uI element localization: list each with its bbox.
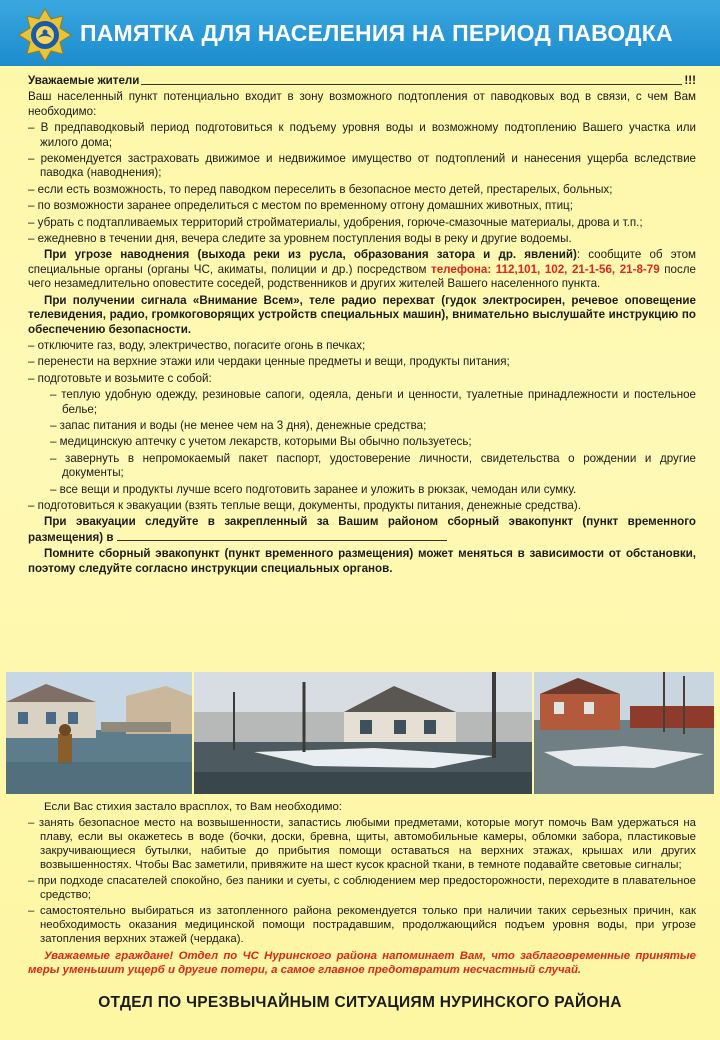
sub-list-item: – завернуть в непромокаемый пакет паспорт, удостоверение личности, свидетельства о рождении и другие документы; xyxy=(50,451,696,480)
footer-department: ОТДЕЛ ПО ЧРЕЗВЫЧАЙНЫМ СИТУАЦИЯМ НУРИНСКОГО РАЙОНА xyxy=(98,994,622,1011)
remember-paragraph: Помните сборный эвакопункт (пункт временного размещения) может меняться в зависимости от обстановки, поэтому следуйте согласно инструкции специальных органов. xyxy=(28,547,696,575)
list-item: – убрать с подтапливаемых территорий стройматериалы, удобрения, горюче-смазочные материалы, дрова и т.п.; xyxy=(28,215,643,229)
list-item: – отключите газ, воду, электричество, погасите огонь в печках; xyxy=(28,338,366,352)
evacuation-paragraph xyxy=(28,515,696,545)
signal-heading: При получении сигнала «Внимание Всем», теле радио перехват (гудок электросирен, речевое оповещение телевидения, радио, громкоговорящих устройств специальных машин), внимательно выслушайте инструкцию по обеспечению безопасности. xyxy=(28,293,696,336)
list-item: – занять безопасное место на возвышенности, запастись любыми предметами, которые могут помочь Вам удержаться на плаву, если вы окажетесь в воде (бочки, доски, бревна, щиты, автомобильные камеры, обломки забора, пластиковые закручивающиеся бутылки, набитые до прибытия помощи оставаться на верхних этажах, крышах или других возвышенностях. Чтобы Вас заметили, привяжите на шест кусок красной ткани, в темноте подавайте световые сигналы; xyxy=(28,817,696,871)
intro-lead: Ваш населенный пункт потенциально входит в зону возможного подтопления от паводковых вод в связи, с чем Вам необходимо: xyxy=(28,90,696,118)
flooded-street-photo xyxy=(6,672,192,794)
list-item: – при подходе спасателей спокойно, без паники и суеты, с соблюдением мер предосторожности, переходите в плавательное средство; xyxy=(28,875,696,901)
emergency-phones: телефона: 112,101, 102, 21-1-56, 21-8-79 xyxy=(431,262,660,276)
list-item: – подготовьте и возьмите с собой: xyxy=(28,371,212,385)
evacuation-blank xyxy=(117,530,447,541)
sub-list-item: – медицинскую аптечку с учетом лекарств, которыми Вы обычно пользуетесь; xyxy=(50,435,472,449)
salutation-end: !!! xyxy=(684,74,696,87)
threat-heading: При угрозе наводнения (выхода реки из русла, образования затора и др. явлений) xyxy=(44,248,577,262)
flood-photo-strip xyxy=(6,672,714,794)
threat-text-end: после чего незамедлительно оповестите соседей, родственников и других жителей Вашего населенного пункта. xyxy=(28,262,696,291)
sub-list-item: – запас питания и воды (не менее чем на 3 дня), денежные средства; xyxy=(50,418,427,432)
list-item: – если есть возможность, то перед паводком переселить в безопасное место детей, престарелых, больных; xyxy=(28,182,613,196)
threat-text: : сообщите об этом специальные органы (органы ЧС, акиматы, полиции и др.) посредством xyxy=(28,248,696,276)
list-item: – по возможности заранее определиться с местом по временному отгону домашних животных, птиц; xyxy=(28,199,573,213)
surprise-lead: Если Вас стихия застало врасплох, то Вам необходимо: xyxy=(44,801,342,813)
list-item: – В предпаводковый период подготовиться к подъему уровня воды и возможному подтоплению Вашего участка или жилого дома; xyxy=(28,121,696,149)
list-item: – самостоятельно выбираться из затопленного района рекомендуется только при наличии таких серьезных причин, как необходимость оказания медицинской помощи пострадавшим, продолжающийся подъем уровня воды, при угрозе затопления верхних этажей (чердака). xyxy=(28,905,696,945)
blank-line xyxy=(141,74,682,85)
list-item: – ежедневно в течении дня, вечера следите за уровнем поступления воды в реку и другие водоемы. xyxy=(28,232,572,246)
salutation-line xyxy=(28,74,696,88)
evacuation-text: При эвакуации следуйте в закрепленный за Вашим районом сборный эвакопункт (пункт временного размещения) в xyxy=(28,515,696,544)
surprise-section xyxy=(28,800,696,979)
sub-list-item: – теплую удобную одежду, резиновые сапоги, одеяла, деньги и ценности, туалетные принадлежности и постельное белье; xyxy=(50,388,696,416)
list-item: – перенести на верхние этажи или чердаки ценные предметы и вещи, продукты питания; xyxy=(28,355,510,369)
threat-paragraph xyxy=(28,248,696,291)
main-text xyxy=(28,74,696,578)
sub-list-item: – все вещи и продукты лучше всего подготовить заранее и уложить в рюкзак, чемодан или сумку. xyxy=(50,482,577,496)
page-title: ПАМЯТКА ДЛЯ НАСЕЛЕНИЯ НА ПЕРИОД ПАВОДКА xyxy=(80,20,673,46)
emergency-emblem-icon xyxy=(18,8,72,62)
list-item: – рекомендуется застраховать движимое и недвижимое имущество от подтоплений и нанесения ущерба вследствие паводка (наводнения); xyxy=(28,152,696,180)
salutation: Уважаемые жители xyxy=(28,74,140,87)
warning-notice: Уважаемые граждане! Отдел по ЧС Нуринского района напоминает Вам, что заблаговременные принятые меры уменьшит ущерб и другие потери, а самое главное предотвратит несчастный случай. xyxy=(28,950,696,976)
list-item: – подготовиться к эвакуации (взять теплые вещи, документы, продукты питания, денежные средства). xyxy=(28,498,581,512)
header-banner xyxy=(0,0,720,66)
flooded-village-photo xyxy=(194,672,532,794)
flooded-house-photo xyxy=(534,672,714,794)
